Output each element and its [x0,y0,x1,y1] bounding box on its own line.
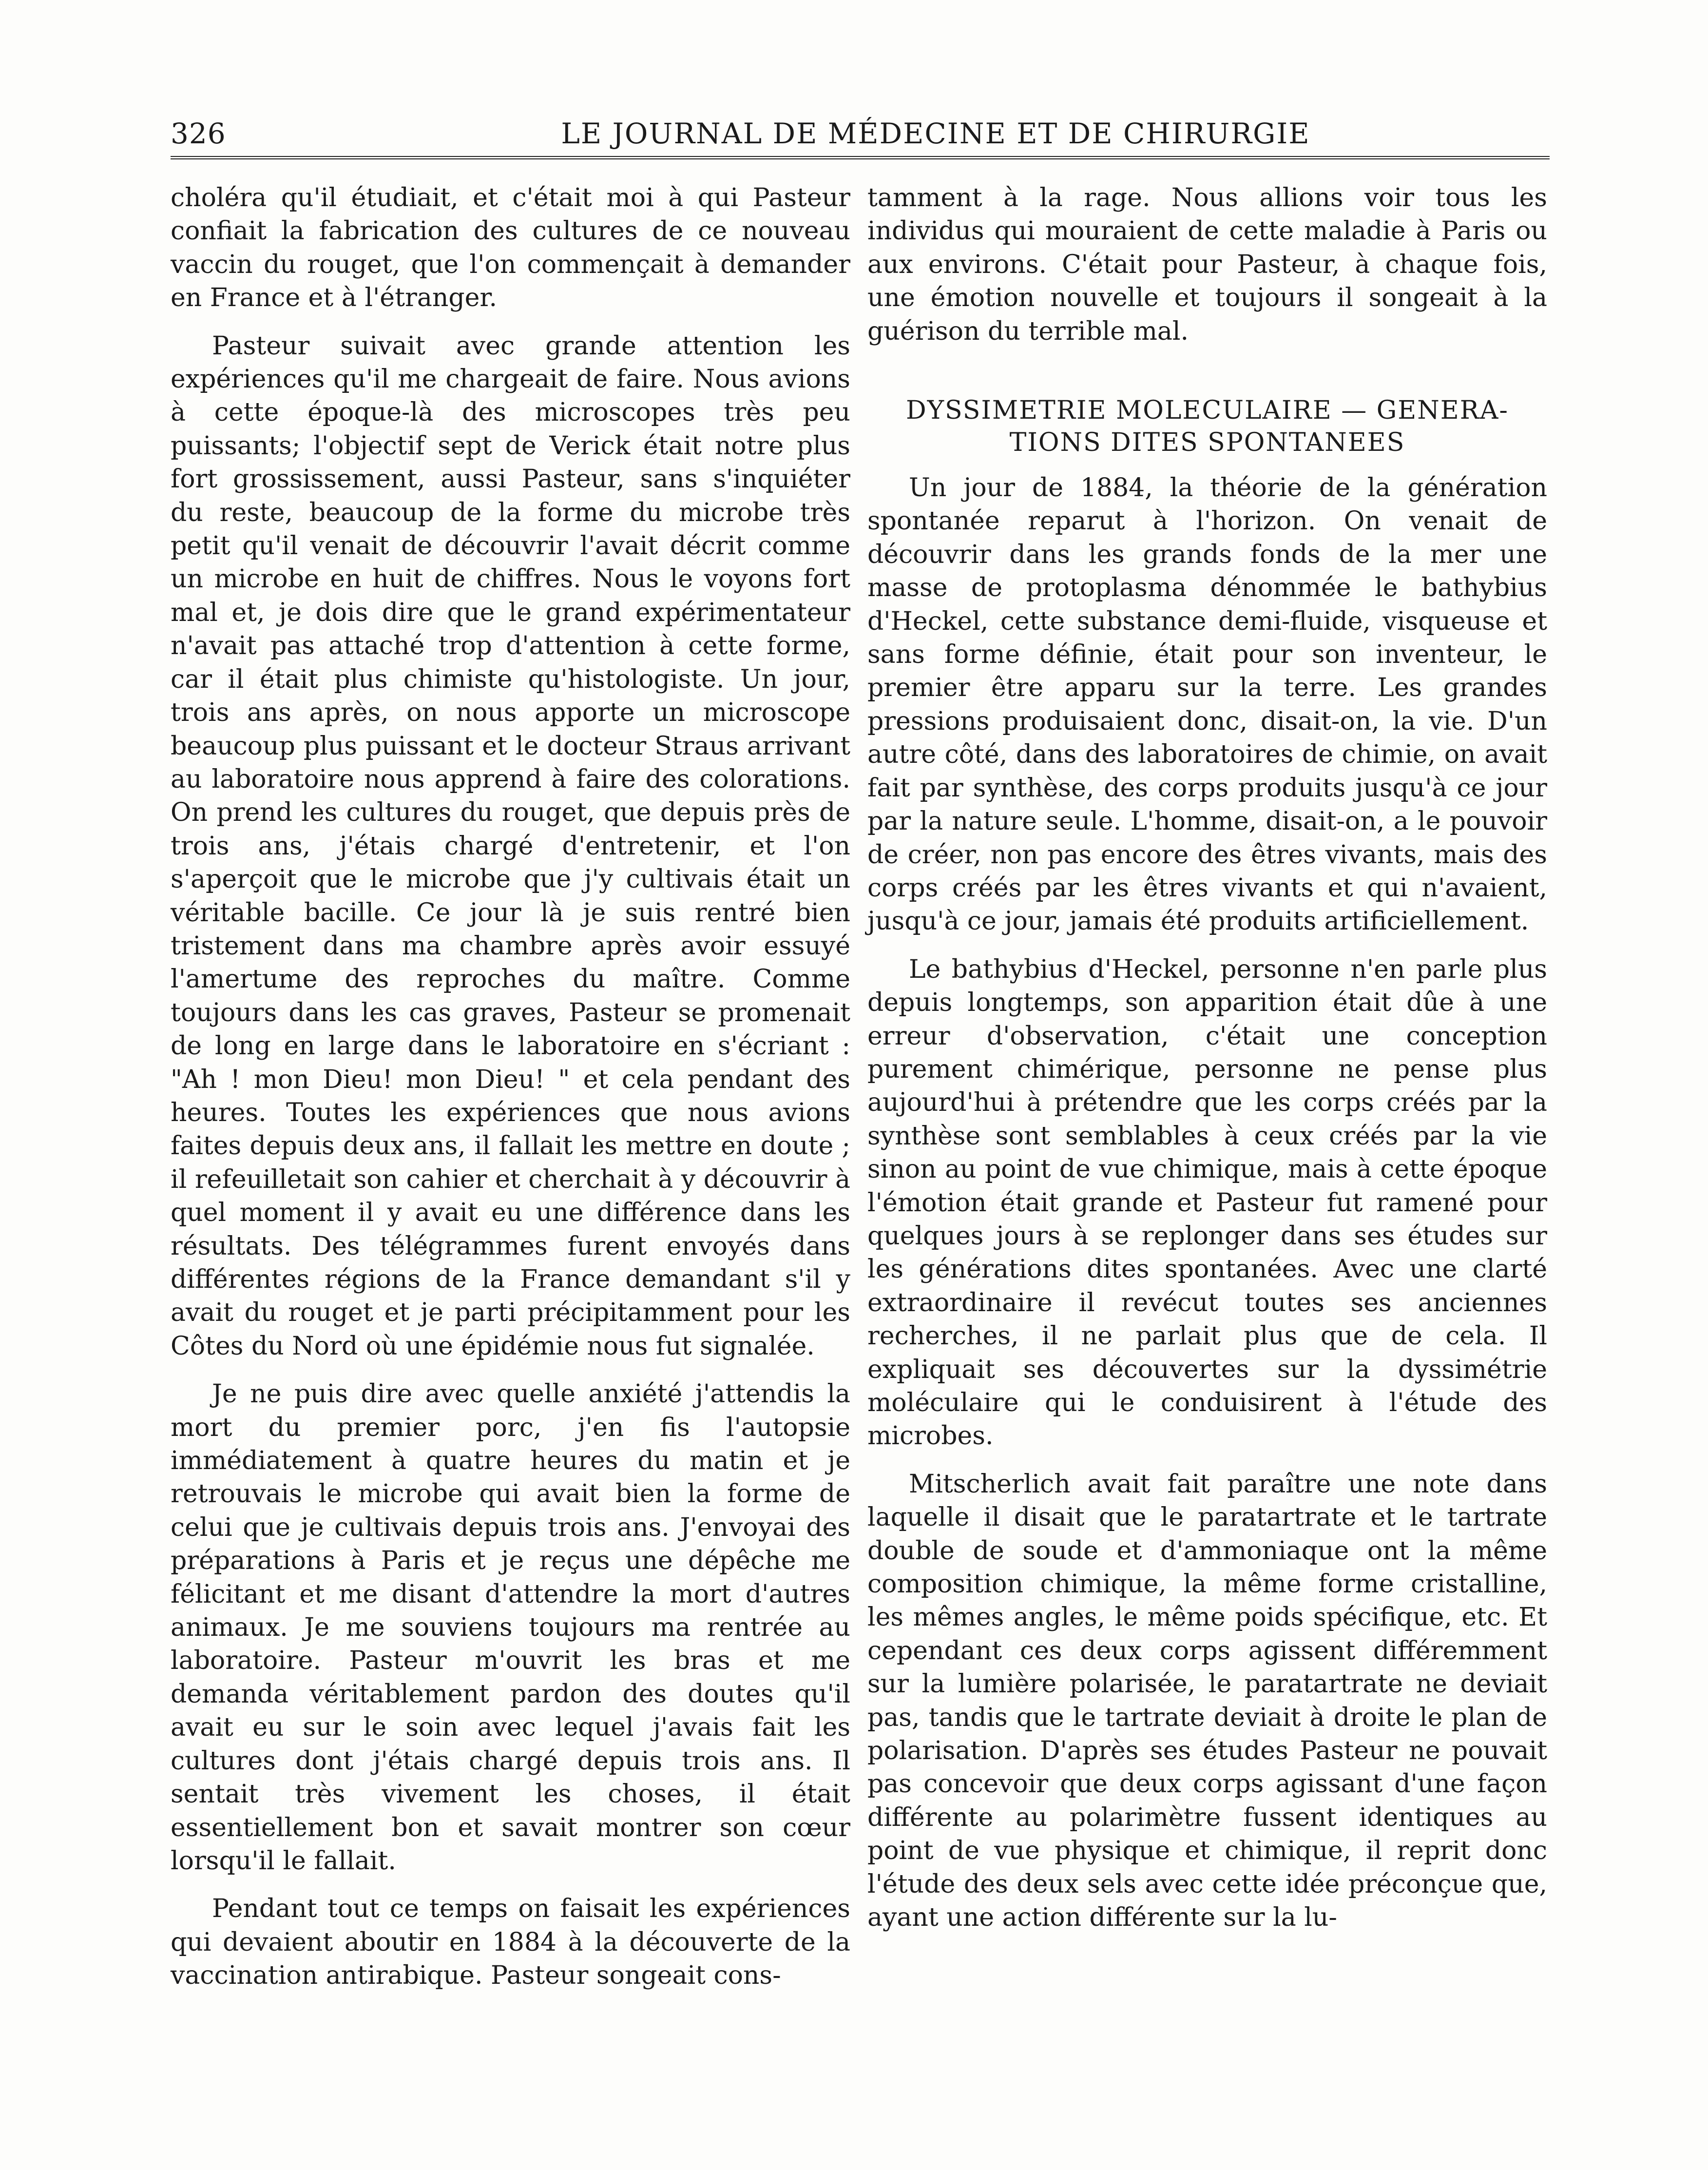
section-heading [867,394,1547,459]
left-paragraph-4: Pendant tout ce temps on faisait les expériences qui devaient aboutir en 1884 à la découverte de la vaccination antirabique. Pasteur songeait cons- [171,1894,850,1991]
right-paragraph-1: tamment à la rage. Nous allions voir tous les individus qui mouraient de cette maladie à Paris ou aux environs. C'était pour Pasteur, à chaque fois, une émotion nouvelle et toujours il songeait à la guérison du terrible mal. [867,183,1547,346]
right-paragraph-4: Mitscherlich avait fait paraître une note dans laquelle il disait que le paratartrate et le tartrate double de soude et d'ammoniaque ont la même composition chimique, la même forme cristalline, les mêmes angles, le même poids spécifique, etc. Et cependant ces deux corps agissent différemment sur la lumière polarisée, le paratartrate ne deviait pas, tandis que le tartrate deviait à droite le plan de polarisation. D'après ses études Pasteur ne pouvait pas concevoir que deux corps agissant d'une façon différente au polarimètre fussent identiques au point de vue physique et chimique, il reprit donc l'étude des deux sels avec cette idée préconçue que, ayant une action différente sur la lu- [867,1469,1547,1933]
header-rule [171,156,1550,159]
right-paragraph-2: Un jour de 1884, la théorie de la génération spontanée reparut à l'horizon. On venait de découvrir dans les grands fonds de la mer une masse de protoplasma dénommée le bathybius d'Heckel, cette substance demi-fluide, visqueuse et sans forme définie, était pour son inventeur, le premier être apparu sur la terre. Les grandes pressions produisaient donc, disait-on, la vie. D'un autre côté, dans des laboratoires de chimie, on avait fait par synthèse, des corps produits jusqu'à ce jour par la nature seule. L'homme, disait-on, a le pouvoir de créer, non pas encore des êtres vivants, mais des corps créés par les êtres vivants et qui n'avaient, jusqu'à ce jour, jamais été produits artificiellement. [867,473,1547,936]
page-number: 326 [171,117,226,150]
section-heading-line-1: DYSSIMETRIE MOLECULAIRE — GENERA- [906,396,1509,426]
left-paragraph-2: Pasteur suivait avec grande attention les expériences qu'il me chargeait de faire. Nous avions à cette époque-là des microscopes très peu puissants; l'objectif sept de Verick était notre plus fort grossissement, aussi Pasteur, sans s'inquiéter du reste, beaucoup de la forme du microbe très petit qu'il venait de découvrir l'avait décrit comme un microbe en huit de chiffres. Nous le voyons fort mal et, je dois dire que le grand expérimentateur n'avait pas attaché trop d'attention à cette forme, car il était plus chimiste qu'histologiste. Un jour, trois ans après, on nous apporte un microscope beaucoup plus puissant et le docteur Straus arrivant au laboratoire nous apprend à faire des colorations. On prend les cultures du rouget, que depuis près de trois ans, j'étais chargé d'entretenir, et l'on s'aperçoit que le microbe que j'y cultivais était un véritable bacille. Ce jour là je suis rentré bien tristement dans ma chambre après avoir essuyé l'amertume des reproches du maître. Comme toujours dans les cas graves, Pasteur se promenait de long en large dans le laboratoire en s'écriant : "Ah ! mon Dieu! mon Dieu! " et cela pendant des heures. Toutes les expériences que nous avions faites depuis deux ans, il fallait les mettre en doute ; il refeuilletait son cahier et cherchait à y découvrir à quel moment il y avait eu une différence dans les résultats. Des télégrammes furent envoyés dans différentes régions de la France demandant s'il y avait du rouget et je parti précipitamment pour les Côtes du Nord où une épidémie nous fut signalée. [171,331,850,1361]
left-paragraph-1: choléra qu'il étudiait, et c'était moi à qui Pasteur confiait la fabrication des cultures de ce nouveau vaccin du rouget, que l'on commençait à demander en France et à l'étranger. [171,183,850,313]
page-header [171,117,1550,156]
right-column [867,181,1547,1935]
journal-title: LE JOURNAL DE MÉDECINE ET DE CHIRURGIE [561,117,1310,150]
section-heading-line-2: TIONS DITES SPONTANEES [1009,428,1405,458]
left-column [171,181,850,1993]
right-paragraph-3: Le bathybius d'Heckel, personne n'en parle plus depuis longtemps, son apparition était dûe à une erreur d'observation, c'était une conception purement chimérique, personne ne pense plus aujourd'hui à prétendre que les corps créés par la synthèse sont semblables à ceux créés par la vie sinon au point de vue chimique, mais à cette époque l'émotion était grande et Pasteur fut ramené pour quelques jours à se replonger dans ses études sur les générations dites spontanées. Avec une clarté extraordinaire il revécut toutes ses anciennes recherches, il ne parlait plus que de cela. Il expliquait ses découvertes sur la dyssimétrie moléculaire qui le conduisirent à l'étude des microbes. [867,954,1547,1451]
left-paragraph-3: Je ne puis dire avec quelle anxiété j'attendis la mort du premier porc, j'en fis l'autopsie immédiatement à quatre heures du matin et je retrouvais le microbe qui avait bien la forme de celui que je cultivais depuis trois ans. J'envoyai des préparations à Paris et je reçus une dépêche me félicitant et me disant d'attendre la mort d'autres animaux. Je me souviens toujours ma rentrée au laboratoire. Pasteur m'ouvrit les bras et me demanda véritablement pardon des doutes qu'il avait eu sur le soin avec lequel j'avais fait les cultures dont j'étais chargé depuis trois ans. Il sentait très vivement les choses, il était essentiellement bon et savait montrer son cœur lorsqu'il le fallait. [171,1379,850,1876]
